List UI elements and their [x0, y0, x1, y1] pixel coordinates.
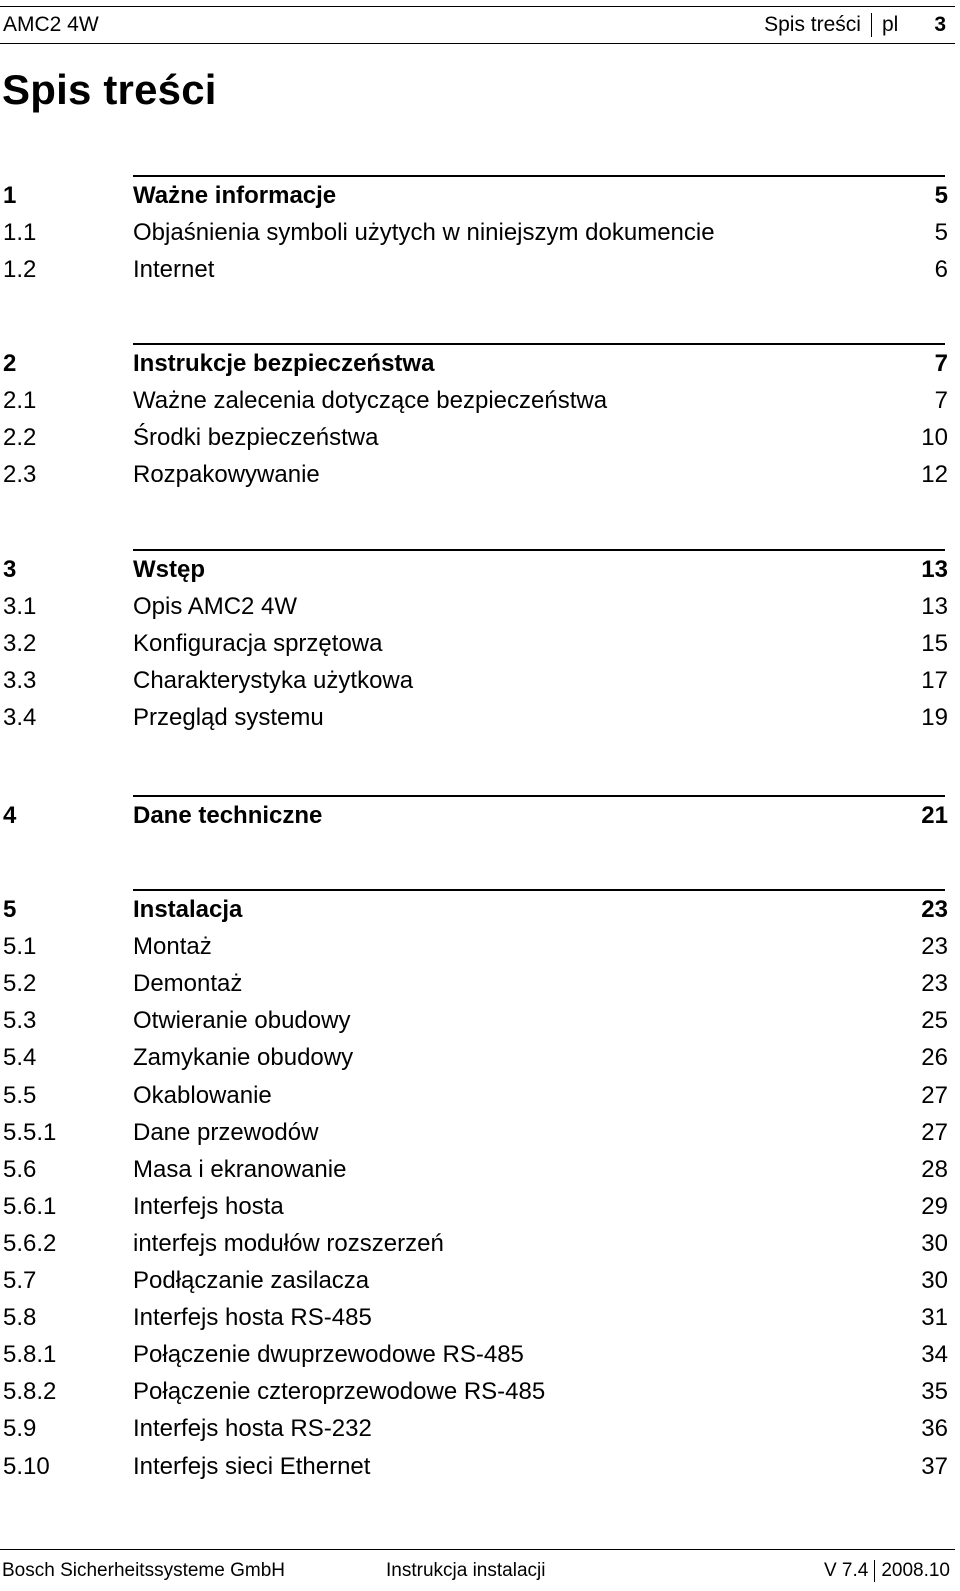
header-page-number: 3	[934, 13, 946, 36]
section-number: 5.8.2	[3, 1378, 57, 1406]
section-title: Demontaż	[133, 970, 243, 998]
section-number: 5.9	[3, 1415, 37, 1443]
section-page: 23	[921, 970, 948, 998]
toc-entry[interactable]	[0, 456, 948, 493]
section-title: Internet	[133, 256, 215, 284]
section-page: 25	[921, 1007, 948, 1035]
section-number: 5.1	[3, 933, 37, 961]
toc-entry[interactable]	[0, 1188, 948, 1225]
footer-company: Bosch Sicherheitssysteme GmbH	[2, 1560, 285, 1581]
section-page: 27	[921, 1118, 948, 1146]
section-page: 10	[921, 424, 948, 452]
section-title: Otwieranie obudowy	[133, 1007, 351, 1035]
footer-version-date	[824, 1560, 950, 1582]
toc-entry[interactable]	[0, 662, 948, 699]
section-page: 17	[921, 667, 948, 695]
footer-version: V 7.4	[823, 1560, 869, 1581]
section-page: 15	[921, 630, 948, 658]
section-page: 23	[921, 933, 948, 961]
header-separator	[871, 13, 872, 37]
section-page: 37	[921, 1452, 948, 1480]
chapter-number: 5	[3, 896, 17, 923]
section-number: 2.1	[3, 387, 37, 415]
section-title: Zamykanie obudowy	[133, 1044, 354, 1072]
toc-entry[interactable]	[0, 928, 948, 965]
section-title: Dane przewodów	[133, 1118, 319, 1146]
section-title: Konfiguracja sprzętowa	[133, 630, 383, 658]
section-title: Środki bezpieczeństwa	[133, 424, 379, 452]
chapter-number: 1	[3, 182, 17, 209]
chapter-page: 5	[934, 182, 948, 209]
chapter-page: 23	[921, 896, 948, 923]
section-page: 36	[921, 1415, 948, 1443]
section-number: 5.6	[3, 1155, 37, 1183]
section-page: 19	[921, 704, 948, 732]
section-number: 5.5	[3, 1081, 37, 1109]
section-number: 3.2	[3, 630, 37, 658]
toc-entry[interactable]	[0, 1373, 948, 1410]
toc-entry[interactable]	[0, 1077, 948, 1114]
chapter-title: Dane techniczne	[133, 802, 323, 829]
toc-chapter[interactable]	[0, 797, 948, 834]
toc-entry[interactable]	[0, 214, 948, 251]
chapter-title: Instalacja	[133, 896, 243, 923]
section-number: 2.3	[3, 461, 37, 489]
chapter-number: 3	[3, 556, 17, 583]
toc-chapter[interactable]	[0, 551, 948, 588]
section-number: 5.8.1	[3, 1341, 57, 1369]
header-section: Spis treści	[764, 13, 861, 36]
section-title: Połączenie dwuprzewodowe RS-485	[133, 1341, 524, 1369]
toc-entry[interactable]	[0, 1299, 948, 1336]
section-page: 30	[921, 1229, 948, 1257]
toc-entry[interactable]	[0, 1410, 948, 1447]
toc-entry[interactable]	[0, 1448, 948, 1485]
toc-entry[interactable]	[0, 1002, 948, 1039]
section-title: Okablowanie	[133, 1081, 272, 1109]
toc-entry[interactable]	[0, 251, 948, 288]
chapter-page: 21	[921, 802, 948, 829]
toc-entry[interactable]	[0, 699, 948, 736]
chapter-title: Wstęp	[133, 556, 205, 583]
section-number: 3.4	[3, 704, 37, 732]
section-number: 5.6.1	[3, 1192, 57, 1220]
page-footer	[0, 1549, 955, 1589]
section-title: Objaśnienia symboli użytych w niniejszym dokumencie	[133, 219, 715, 247]
section-number: 5.8	[3, 1304, 37, 1332]
toc-chapter[interactable]	[0, 177, 948, 214]
section-title: Interfejs hosta RS-232	[133, 1415, 372, 1443]
toc-entry[interactable]	[0, 965, 948, 1002]
chapter-title: Ważne informacje	[133, 182, 337, 209]
toc-entry[interactable]	[0, 419, 948, 456]
section-page: 26	[921, 1044, 948, 1072]
chapter-page: 13	[921, 556, 948, 583]
toc-entry[interactable]	[0, 588, 948, 625]
page-title: Spis treści	[2, 66, 217, 113]
section-title: Charakterystyka użytkowa	[133, 667, 414, 695]
page-header	[0, 6, 955, 44]
section-page: 7	[934, 387, 948, 415]
section-page: 12	[921, 461, 948, 489]
footer-doc-type: Instrukcja instalacji	[386, 1560, 546, 1581]
section-title: Rozpakowywanie	[133, 461, 320, 489]
header-right	[764, 13, 946, 37]
section-number: 5.7	[3, 1267, 37, 1294]
toc-entry[interactable]	[0, 1151, 948, 1188]
toc-entry[interactable]	[0, 1336, 948, 1373]
toc-entry[interactable]	[0, 1039, 948, 1076]
chapter-page: 7	[934, 350, 948, 377]
section-number: 5.10	[3, 1452, 50, 1480]
section-page: 34	[921, 1341, 948, 1369]
chapter-number: 2	[3, 350, 17, 377]
section-number: 1.2	[3, 256, 37, 284]
section-number: 5.6.2	[3, 1229, 57, 1257]
section-number: 5.5.1	[3, 1118, 57, 1146]
section-page: 6	[934, 256, 948, 284]
section-page: 35	[921, 1378, 948, 1406]
section-page: 29	[921, 1192, 948, 1220]
header-lang: pl	[881, 13, 899, 36]
chapter-number: 4	[3, 802, 17, 829]
section-title: Ważne zalecenia dotyczące bezpieczeństwa	[133, 387, 608, 415]
chapter-title: Instrukcje bezpieczeństwa	[133, 350, 435, 377]
section-title: Połączenie czteroprzewodowe RS-485	[133, 1378, 546, 1406]
section-number: 2.2	[3, 424, 37, 452]
section-page: 31	[921, 1304, 948, 1332]
section-title: Podłączanie zasilacza	[133, 1267, 370, 1294]
footer-separator	[874, 1560, 875, 1582]
section-title: Montaż	[133, 933, 212, 961]
section-page: 30	[921, 1267, 948, 1294]
section-number: 1.1	[3, 219, 37, 247]
section-page: 28	[921, 1155, 948, 1183]
section-title: interfejs modułów rozszerzeń	[133, 1229, 444, 1257]
section-title: Interfejs hosta	[133, 1192, 284, 1220]
toc-chapter[interactable]	[0, 891, 948, 928]
toc-entry[interactable]	[0, 1225, 948, 1262]
section-number: 3.3	[3, 667, 37, 695]
section-page: 13	[921, 593, 948, 621]
section-number: 5.4	[3, 1044, 37, 1072]
footer-date: 2008.10	[881, 1560, 950, 1581]
section-title: Masa i ekranowanie	[133, 1155, 347, 1183]
section-title: Przegląd systemu	[133, 704, 324, 732]
section-page: 27	[921, 1081, 948, 1109]
toc-entry[interactable]	[0, 1114, 948, 1151]
section-title: Interfejs hosta RS-485	[133, 1304, 372, 1332]
section-number: 5.3	[3, 1007, 37, 1035]
toc-chapter[interactable]	[0, 345, 948, 382]
product-name: AMC2 4W	[3, 13, 99, 36]
toc-entry[interactable]	[0, 625, 948, 662]
toc-entry[interactable]	[0, 382, 948, 419]
section-number: 5.2	[3, 970, 37, 998]
section-title: Interfejs sieci Ethernet	[133, 1452, 371, 1480]
toc-entry[interactable]	[0, 1262, 948, 1299]
section-page: 5	[934, 219, 948, 247]
section-number: 3.1	[3, 593, 37, 621]
section-title: Opis AMC2 4W	[133, 593, 298, 621]
